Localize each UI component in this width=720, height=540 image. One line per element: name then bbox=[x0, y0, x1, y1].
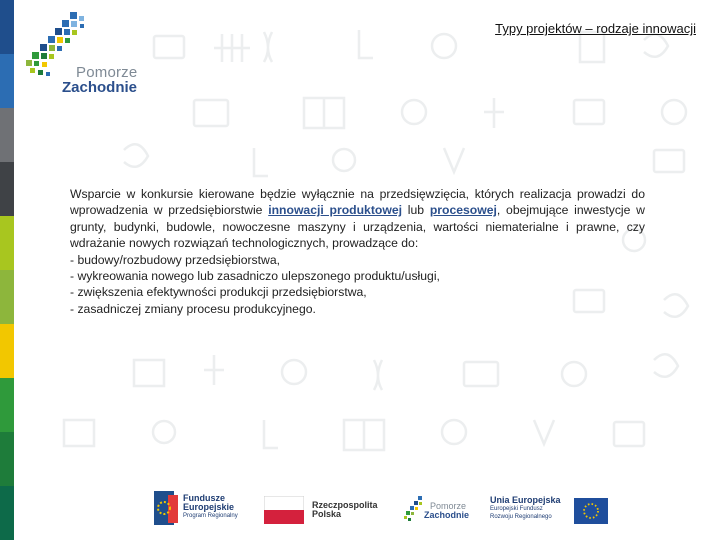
rp-line1: Rzeczpospolita bbox=[312, 500, 378, 510]
fundusze-europejskie-logo bbox=[154, 488, 249, 530]
ue-line2: Europejski Fundusz bbox=[490, 506, 543, 512]
content-body bbox=[70, 186, 645, 317]
intro-text-start: Wsparcie w konkursie kierowane będzie wyłącznie na przedsięwzięcia, których realizacja prowadzi do wprowadzenia w przedsiębiorstwie bbox=[70, 187, 645, 218]
intro-text-end: , obejmujące inwestycje w grunty, budynki, budowle, nowoczesne maszyny i urządzenia, wartości niematerialne i prawne, czy wdrażanie nowych rozwiązań technologicznych, prowadzące do: bbox=[70, 203, 645, 251]
pomorze-zachodnie-small-logo bbox=[402, 488, 482, 530]
eu-flag-icon bbox=[574, 498, 608, 524]
fe-line3: Program Regionalny bbox=[183, 513, 238, 519]
list-item: - zwiększenia efektywności produkcji przedsiębiorstwa, bbox=[70, 285, 367, 300]
polish-flag-icon bbox=[264, 496, 304, 524]
logo-text-pomorze: Pomorze bbox=[76, 64, 138, 81]
ue-line1: Unia Europejska bbox=[490, 495, 561, 505]
fe-line1: Fundusze bbox=[183, 493, 225, 503]
rzeczpospolita-polska-logo bbox=[264, 488, 384, 530]
ue-line3: Rozwoju Regionalnego bbox=[490, 514, 552, 520]
fe-line2: Europejskie bbox=[183, 502, 235, 512]
pz-small-icon bbox=[404, 496, 426, 526]
rp-line2: Polska bbox=[312, 509, 342, 519]
intro-paragraph bbox=[70, 186, 645, 252]
fe-star-icon bbox=[154, 491, 180, 527]
list-item: - budowy/rozbudowy przedsiębiorstwa, bbox=[70, 252, 280, 267]
list-item: - wykreowania nowego lub zasadniczo ulepszonego produktu/usługi, bbox=[70, 269, 440, 284]
page-title: Typy projektów – rodzaje innowacji bbox=[495, 21, 696, 36]
logo-text-zachodnie: Zachodnie bbox=[62, 79, 138, 96]
pz-line1: Pomorze bbox=[430, 501, 467, 511]
footer-logos bbox=[150, 488, 620, 530]
link-innowacja-produktowa[interactable]: innowacji produktowej bbox=[268, 203, 402, 218]
link-innowacja-procesowa[interactable]: procesowej bbox=[429, 203, 497, 218]
list-item: - zasadniczej zmiany procesu produkcyjnego. bbox=[70, 301, 316, 316]
left-color-stripe bbox=[0, 0, 14, 540]
pz-line2: Zachodnie bbox=[424, 510, 470, 520]
intro-text-mid: lub bbox=[401, 203, 430, 218]
unia-europejska-logo bbox=[490, 488, 620, 530]
